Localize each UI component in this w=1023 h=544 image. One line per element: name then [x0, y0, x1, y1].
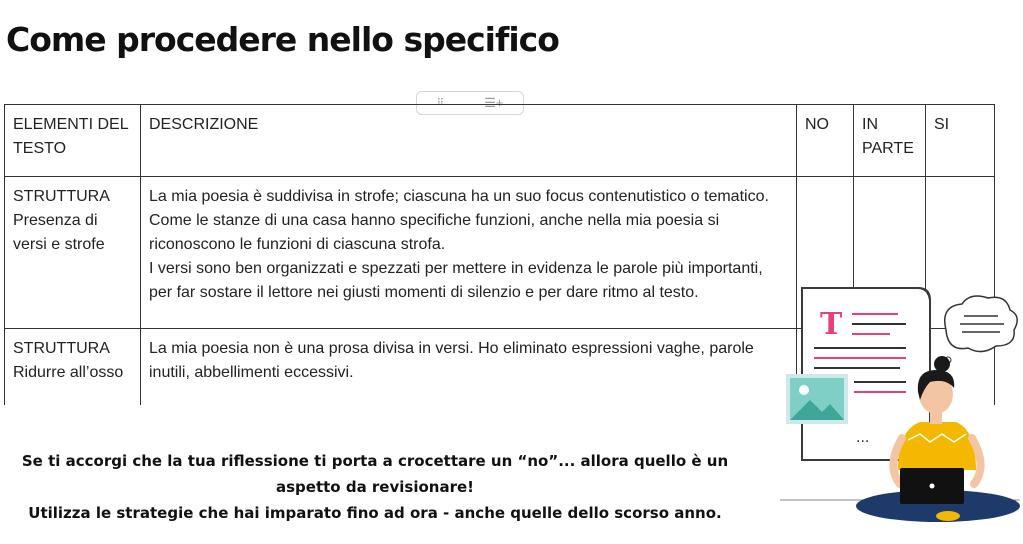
page-title: Come procedere nello specifico: [6, 20, 559, 59]
header-no: NO: [797, 105, 854, 177]
document-letter: T: [820, 307, 843, 342]
note-line-1: Se ti accorgi che la tua riflessione ti porta a crocettare un “no”... allora quello è un aspetto da revisionare!: [21, 452, 729, 496]
header-in-parte: IN PARTE: [854, 105, 926, 177]
note-line-2: Utilizza le strategie che hai imparato fino ad ora - anche quelle dello scorso anno.: [28, 504, 722, 522]
header-si: SI: [926, 105, 995, 177]
instruction-note: [20, 448, 730, 526]
image-icon: [786, 374, 848, 424]
row-element: STRUTTURA Ridurre all’osso: [5, 329, 141, 405]
header-elementi: ELEMENTI DEL TESTO: [5, 105, 141, 177]
row-description: La mia poesia è suddivisa in strofe; ciascuna ha un suo focus contenutistico o tematico. Come le stanze di una casa hanno specifiche funzioni, anche nella mia poesia si riconoscono le funzioni di ciascuna strofa. I versi sono ben organizzati e spezzati per mettere in evidenza le parole più importanti, per far sostare il lettore nei giusti momenti di silenzio e per dare ritmo al testo.: [141, 177, 797, 329]
thought-bubble-icon: [938, 296, 1017, 372]
insert-row-icon[interactable]: ☰+: [484, 95, 504, 110]
row-element: STRUTTURA Presenza di versi e strofe: [5, 177, 141, 329]
document-ellipsis: ...: [856, 430, 870, 446]
grip-dots-icon[interactable]: ⠿: [436, 97, 445, 109]
row-description: La mia poesia non è una prosa divisa in versi. Ho eliminato espressioni vaghe, parole inutili, abbellimenti eccessivi.: [141, 329, 797, 405]
student-laptop-illustration: [770, 270, 1023, 544]
table-header-row: [5, 105, 995, 177]
header-descrizione: DESCRIZIONE: [141, 105, 797, 177]
